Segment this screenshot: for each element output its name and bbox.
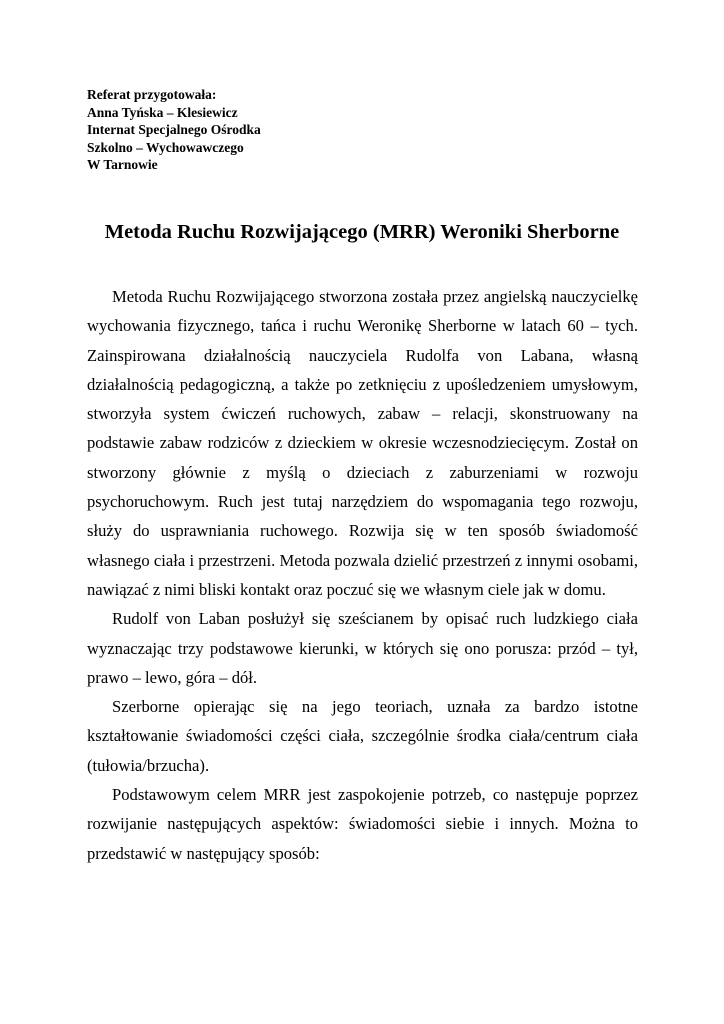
header-line-author: Anna Tyńska – Klesiewicz [87, 104, 238, 120]
paragraph-laban: Rudolf von Laban posłużył się sześcianem by opisać ruch ludzkiego ciała wyznaczając trzy podstawowe kierunki, w których się ono porusza: przód – tył, prawo – lewo, góra – dół. [87, 609, 638, 687]
document-title: Metoda Ruchu Rozwijającego (MRR) Weroniki Sherborne [104, 221, 620, 243]
header-line-institution-type: Szkolno – Wychowawczego [87, 139, 244, 155]
paragraph-intro: Metoda Ruchu Rozwijającego stworzona została przez angielską nauczycielkę wychowania fizycznego, tańca i ruchu Weronikę Sherborne w latach 60 – tych. Zainspirowana działalnością nauczyciela Rudolfa von Labana, własną działalnością pedagogiczną, a także po zetknięciu z upośledzeniem umysłowym, stworzyła system ćwiczeń ruchowych, zabaw – relacji, skonstruowany na podstawie zabaw rodziców z dzieckiem w okresie wczesnodziecięcym. Został on stworzony głównie z myślą o dzieciach z zaburzeniami w rozwoju psychoruchowym. Ruch jest tutaj narzędziem do wspomagania tego rozwoju, służy do usprawniania ruchowego. Rozwija się w ten sposób świadomość własnego ciała i przestrzeni. Metoda pozwala dzielić przestrzeń z innymi osobami, nawiązać z nimi bliski kontakt oraz poczuć się we własnym ciele jak w domu. [87, 287, 638, 599]
document-body [87, 282, 638, 868]
author-header [87, 86, 261, 174]
header-line-city: W Tarnowie [87, 157, 158, 172]
paragraph-sherborne-theory: Szerborne opierając się na jego teoriach, uznała za bardzo istotne kształtowanie świadomości części ciała, szczególnie środka ciała/centrum ciała (tułowia/brzucha). [87, 697, 638, 775]
header-line-institution: Internat Specjalnego Ośrodka [87, 122, 261, 137]
paragraph-goal: Podstawowym celem MRR jest zaspokojenie potrzeb, co następuje poprzez rozwijanie następujących aspektów: świadomości siebie i innych. Można to przedstawić w następujący sposób: [87, 785, 638, 863]
header-line-prepared-by: Referat przygotowała: [87, 87, 217, 102]
